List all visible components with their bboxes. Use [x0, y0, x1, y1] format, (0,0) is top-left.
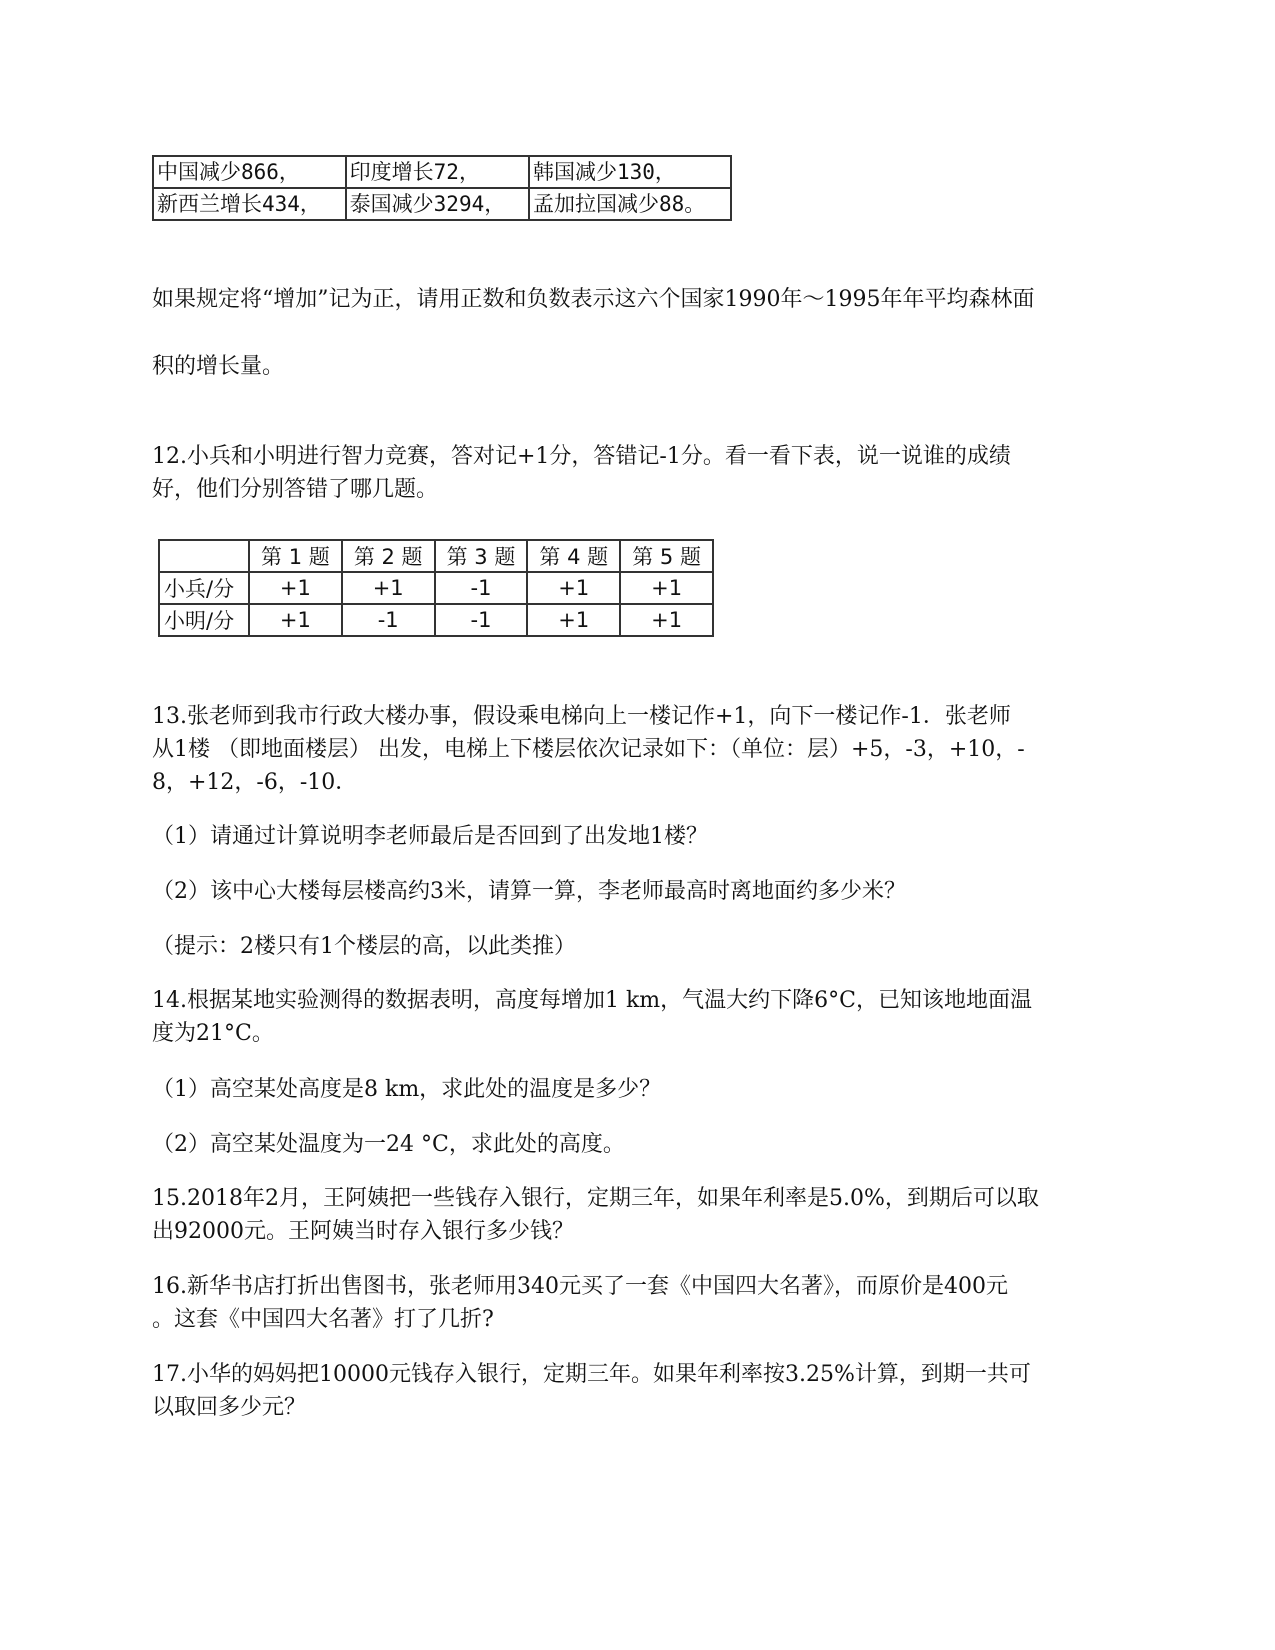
table-cell: 孟加拉国减少88。 [529, 188, 731, 220]
table-header-cell: 第 4 题 [527, 540, 620, 572]
table-row [159, 572, 713, 604]
q11-text-line2: 积的增长量。 [152, 354, 285, 379]
table-header-row [159, 540, 713, 572]
q13-hint: （提示：2楼只有1个楼层的高，以此类推） [152, 934, 576, 959]
table-header-cell: 第 3 题 [435, 540, 528, 572]
table-cell: 新西兰增长434， [153, 188, 346, 220]
table-cell: +1 [342, 572, 435, 604]
table-cell: -1 [435, 572, 528, 604]
table-cell: -1 [435, 604, 528, 636]
table-header-cell: 第 5 题 [620, 540, 713, 572]
q14-text-line2: 度为21°C。 [152, 1021, 274, 1046]
table-cell: 印度增长72， [346, 156, 529, 188]
table-cell: +1 [527, 604, 620, 636]
table-header-cell: 第 2 题 [342, 540, 435, 572]
q16-text-line1: 16.新华书店打折出售图书，张老师用340元买了一套《中国四大名著》，而原价是400元 [152, 1274, 1008, 1299]
q12-text-line2: 好，他们分别答错了哪几题。 [152, 477, 439, 502]
table-row [159, 604, 713, 636]
table-cell: 泰国减少3294， [346, 188, 529, 220]
table-cell: +1 [620, 572, 713, 604]
q15-text-line1: 15.2018年2月，王阿姨把一些钱存入银行，定期三年，如果年利率是5.0%，到期后可以取 [152, 1186, 1039, 1211]
q12-text-line1: 12.小兵和小明进行智力竞赛，答对记+1分，答错记-1分。看一看下表，说一说谁的成绩 [152, 444, 1011, 469]
table-row [153, 188, 731, 220]
q11-text-line1: 如果规定将“增加”记为正，请用正数和负数表示这六个国家1990年～1995年年平均森林面 [152, 287, 1035, 312]
q17-text-line1: 17.小华的妈妈把10000元钱存入银行，定期三年。如果年利率按3.25%计算，到期一共可 [152, 1362, 1031, 1387]
q17-text-line2: 以取回多少元？ [152, 1395, 307, 1420]
row-label: 小兵/分 [159, 572, 249, 604]
q14-sub1: （1）高空某处高度是8 km，求此处的温度是多少？ [152, 1077, 662, 1102]
q13-text-line3: 8，+12，-6，-10． [152, 770, 358, 795]
table-cell: +1 [249, 572, 342, 604]
q13-sub2: （2）该中心大楼每层楼高约3米，请算一算，李老师最高时离地面约多少米？ [152, 879, 906, 904]
table-cell: -1 [342, 604, 435, 636]
row-label: 小明/分 [159, 604, 249, 636]
q15-text-line2: 出92000元。王阿姨当时存入银行多少钱？ [152, 1219, 574, 1244]
q16-text-line2: 。这套《中国四大名著》打了几折? [152, 1307, 494, 1332]
table-header-cell [159, 540, 249, 572]
table-cell: +1 [249, 604, 342, 636]
table-cell: 中国减少866， [153, 156, 346, 188]
q14-sub2: （2）高空某处温度为一24 °C，求此处的高度。 [152, 1132, 625, 1157]
q13-text-line1: 13.张老师到我市行政大楼办事，假设乘电梯向上一楼记作+1，向下一楼记作-1．张老师 [152, 704, 1011, 729]
table-header-cell: 第 1 题 [249, 540, 342, 572]
forest-change-table [152, 155, 732, 221]
table-row [153, 156, 731, 188]
table-cell: 韩国减少130， [529, 156, 731, 188]
score-table [158, 539, 714, 637]
table-cell: +1 [620, 604, 713, 636]
q13-text-line2: 从1楼 （即地面楼层） 出发，电梯上下楼层依次记录如下：（单位：层）+5，-3，+10，- [152, 737, 1025, 762]
q14-text-line1: 14.根据某地实验测得的数据表明，高度每增加1 km，气温大约下降6°C，已知该地地面温 [152, 988, 1033, 1013]
table-cell: +1 [527, 572, 620, 604]
q13-sub1: （1）请通过计算说明李老师最后是否回到了出发地1楼？ [152, 824, 708, 849]
